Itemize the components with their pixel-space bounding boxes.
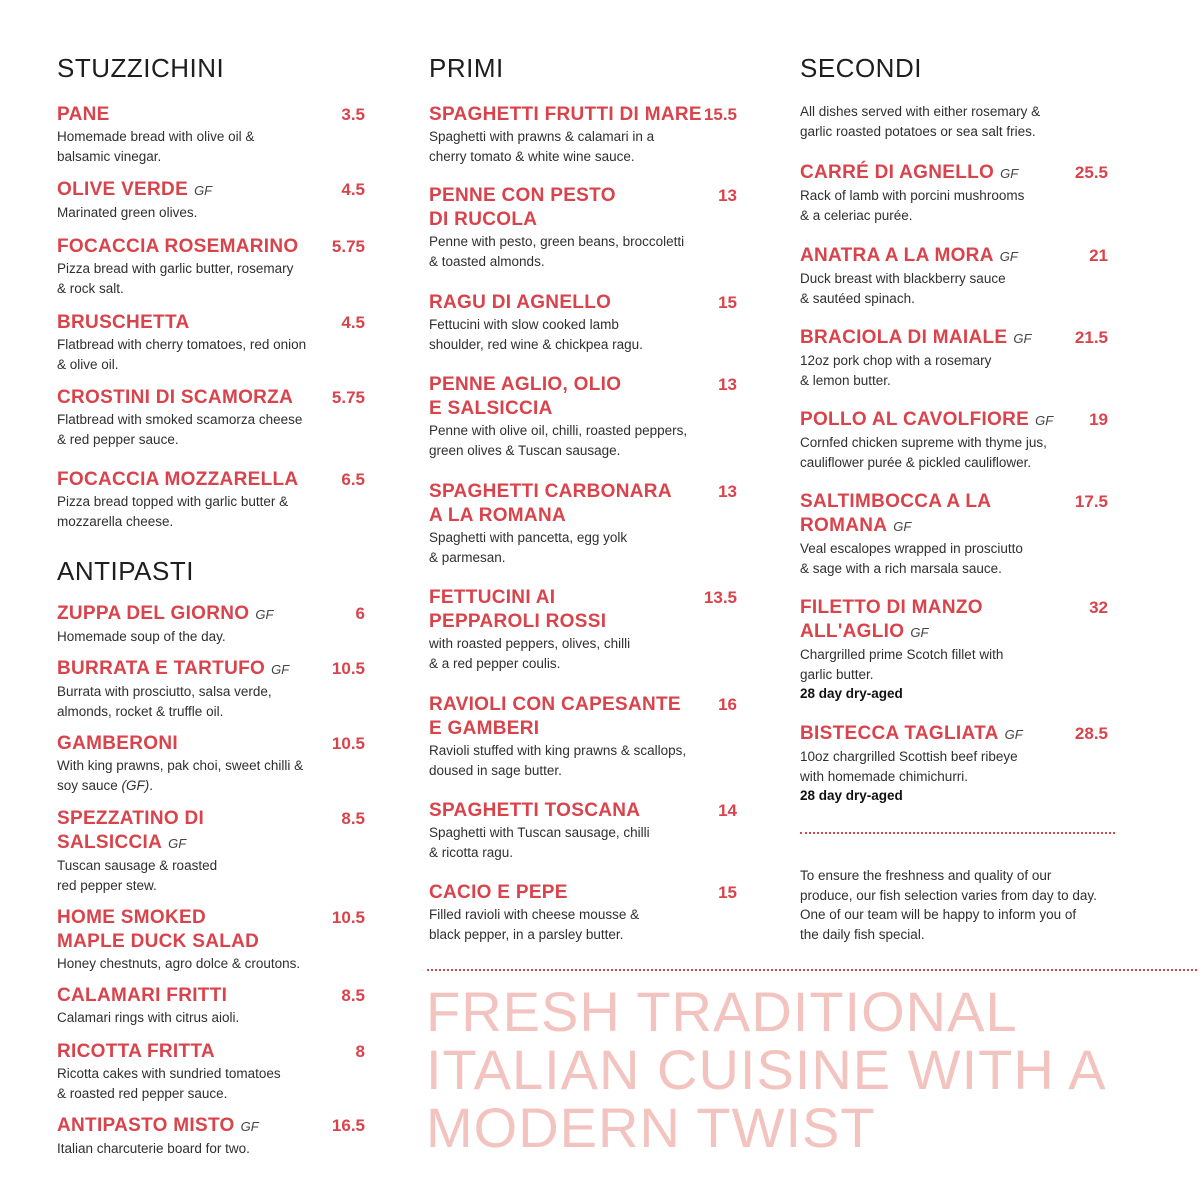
menu-item [429,881,737,944]
item-name: FILETTO DI MANZO ALL'AGLIO GF [800,597,983,642]
item-name: POLLO AL CAVOLFIORE GF [800,409,1054,430]
menu-item [57,468,365,531]
item-desc: Penne with pesto, green beans, broccoletti & toasted almonds. [429,234,685,269]
item-desc: Spaghetti with Tuscan sausage, chilli & ricotta ragu. [429,825,650,860]
menu-item [800,408,1108,472]
item-desc: Penne with olive oil, chilli, roasted peppers, green olives & Tuscan sausage. [429,423,688,458]
item-price: 10.5 [331,734,365,753]
menu-item [57,235,365,298]
item-name: CALAMARI FRITTI [57,985,228,1006]
item-name: OLIVE VERDE GF [57,179,213,200]
item-price: 4.5 [341,313,365,332]
gf-badge: GF [910,625,929,640]
menu-item [800,161,1108,225]
fish-note: To ensure the freshness and quality of our produce, our fish selection varies from day to day. One of our team will be happy to inform you of the daily fish special. [800,868,1097,942]
section-title-primi: PRIMI [429,53,504,83]
item-name: SPAGHETTI FRUTTI DI MARE [429,104,702,125]
item-desc: Calamari rings with citrus aioli. [57,1010,240,1025]
item-name: HOME SMOKED MAPLE DUCK SALAD [57,907,260,952]
item-name: FOCACCIA MOZZARELLA [57,469,299,490]
item-price: 28.5 [1074,724,1108,743]
item-desc: Marinated green olives. [57,205,198,220]
menu-item [800,326,1108,390]
item-desc: Veal escalopes wrapped in prosciutto & sage with a rich marsala sauce. [800,541,1023,576]
menu-item [57,1040,365,1103]
item-price: 32 [1089,598,1108,617]
item-name: SALTIMBOCCA A LA ROMANA GF [800,491,992,536]
item-price: 13.5 [703,588,737,607]
menu-item [57,657,365,721]
item-name: FETTUCINI AI PEPPAROLI ROSSI [429,587,607,632]
item-desc: Fettucini with slow cooked lamb shoulder, red wine & chickpea ragu. [429,317,643,352]
item-name: CARRÉ DI AGNELLO GF [800,162,1019,183]
item-price: 10.5 [331,908,365,927]
item-desc: Ravioli stuffed with king prawns & scallops, doused in sage butter. [429,743,687,778]
item-price: 6 [355,604,365,623]
item-name: ANATRA A LA MORA GF [800,245,1018,266]
item-price: 8.5 [341,986,365,1005]
item-name: RICOTTA FRITTA [57,1041,215,1062]
item-name: BRACIOLA DI MAIALE GF [800,327,1032,348]
item-desc: Homemade bread with olive oil & balsamic vinegar. [57,129,255,164]
item-price: 13 [718,375,737,394]
item-desc: 10oz chargrilled Scottish beef ribeye with homemade chimichurri. [800,749,1018,784]
item-name: BISTECCA TAGLIATA GF [800,723,1023,744]
item-price: 25.5 [1074,163,1108,182]
item-desc: Chargrilled prime Scotch fillet with garlic butter. [800,647,1004,682]
menu-item [429,586,737,673]
menu-item [800,244,1108,308]
item-name: ZUPPA DEL GIORNO GF [57,603,274,624]
menu-item [429,693,737,780]
item-name: SPAGHETTI CARBONARA A LA ROMANA [429,481,672,526]
menu-item [57,178,365,223]
menu-item [429,291,737,354]
menu-item [800,596,1108,704]
item-price: 15.5 [703,105,737,124]
item-desc: Spaghetti with pancetta, egg yolk & parmesan. [429,530,628,565]
item-name: PENNE AGLIO, OLIO E SALSICCIA [429,374,622,419]
item-name: BRUSCHETTA [57,312,190,333]
item-price: 10.5 [331,659,365,678]
menu-item [57,386,365,449]
item-desc: with roasted peppers, olives, chilli & a red pepper coulis. [429,636,631,671]
item-desc: Spaghetti with prawns & calamari in a cherry tomato & white wine sauce. [429,129,655,164]
section-title-secondi: SECONDI [800,53,922,83]
item-desc: 12oz pork chop with a rosemary & lemon butter. [800,353,992,388]
dotted-divider [800,832,1115,834]
item-desc: Ricotta cakes with sundried tomatoes & roasted red pepper sauce. [57,1066,281,1101]
item-desc: Burrata with prosciutto, salsa verde, almonds, rocket & truffle oil. [57,684,272,719]
item-price: 6.5 [341,470,365,489]
item-desc: Tuscan sausage & roasted red pepper stew. [57,858,218,893]
menu-item [57,906,365,974]
menu-item [429,373,737,460]
item-price: 16 [718,695,737,714]
gf-badge: GF [271,662,290,677]
gf-badge: GF [168,836,187,851]
item-name: SPEZZATINO DI SALSICCIA GF [57,808,205,853]
menu-item [57,984,365,1028]
tagline [426,980,1186,1159]
item-desc: Homemade soup of the day. [57,629,226,644]
item-price: 13 [718,482,737,501]
tagline-line: FRESH TRADITIONAL [426,980,1018,1043]
gf-badge: GF [1004,727,1023,742]
menu-item [57,732,365,795]
menu-item [57,807,365,895]
item-price: 4.5 [341,180,365,199]
item-name: PANE [57,104,110,125]
item-name: BURRATA E TARTUFO GF [57,658,290,679]
item-name: ANTIPASTO MISTO GF [57,1115,259,1136]
item-desc: Pizza bread topped with garlic butter & mozzarella cheese. [57,494,289,529]
item-desc: Rack of lamb with porcini mushrooms & a celeriac purée. [800,188,1025,223]
item-price: 8 [355,1042,365,1061]
item-name: CROSTINI DI SCAMORZA [57,387,294,408]
item-price: 15 [718,883,737,902]
menu-item [57,103,365,166]
item-desc: Pizza bread with garlic butter, rosemary & rock salt. [57,261,294,296]
menu-item [429,184,737,271]
item-name: PENNE CON PESTO DI RUCOLA [429,185,616,230]
item-desc: Flatbread with smoked scamorza cheese & red pepper sauce. [57,412,303,447]
item-price: 13 [718,186,737,205]
item-name: GAMBERONI [57,733,178,754]
menu-item [429,799,737,862]
menu-item [57,602,365,647]
item-price: 16.5 [331,1116,365,1135]
item-desc: Flatbread with cherry tomatoes, red onion & olive oil. [57,337,307,372]
menu-item [429,103,737,166]
item-price: 14 [718,801,737,820]
gf-badge: GF [1035,413,1054,428]
item-desc: Honey chestnuts, agro dolce & croutons. [57,956,301,971]
section-title-antipasti: ANTIPASTI [57,556,194,586]
menu-item [429,480,737,567]
item-price: 5.75 [331,237,365,256]
item-name: FOCACCIA ROSEMARINO [57,236,299,257]
menu-item [57,1114,365,1159]
gf-badge: GF [255,607,274,622]
item-desc: Filled ravioli with cheese mousse & black pepper, in a parsley butter. [429,907,640,942]
secondi-intro: All dishes served with either rosemary & garlic roasted potatoes or sea salt fries. [800,104,1041,139]
menu-item [57,311,365,374]
dry-aged-note: 28 day dry-aged [800,788,903,803]
gf-badge: GF [999,249,1018,264]
dotted-divider [427,969,1197,971]
section-title-stuzzichini: STUZZICHINI [57,53,225,83]
gf-badge: GF [893,519,912,534]
item-name: RAGU DI AGNELLO [429,292,612,313]
item-price: 17.5 [1074,492,1108,511]
gf-badge: GF [240,1119,259,1134]
gf-badge: GF [194,183,213,198]
item-price: 5.75 [331,388,365,407]
menu-item [800,490,1108,578]
tagline-line: ITALIAN CUISINE WITH A [426,1038,1107,1101]
item-price: 3.5 [341,105,365,124]
dry-aged-note: 28 day dry-aged [800,686,903,701]
item-desc: Cornfed chicken supreme with thyme jus, cauliflower purée & pickled cauliflower. [800,435,1047,470]
item-name: RAVIOLI CON CAPESANTE E GAMBERI [429,694,681,739]
menu-item [800,722,1108,806]
gf-badge: GF [1000,166,1019,181]
item-desc: Duck breast with blackberry sauce & sautéed spinach. [800,271,1006,306]
item-price: 15 [718,293,737,312]
item-name: SPAGHETTI TOSCANA [429,800,641,821]
tagline-line: MODERN TWIST [426,1096,876,1159]
gf-badge: GF [1013,331,1032,346]
item-desc: Italian charcuterie board for two. [57,1141,250,1156]
item-desc: With king prawns, pak choi, sweet chilli & soy sauce (GF). [57,758,304,793]
item-price: 19 [1089,410,1108,429]
item-price: 8.5 [341,809,365,828]
item-price: 21.5 [1074,328,1108,347]
item-name: CACIO E PEPE [429,882,568,903]
item-price: 21 [1089,246,1108,265]
